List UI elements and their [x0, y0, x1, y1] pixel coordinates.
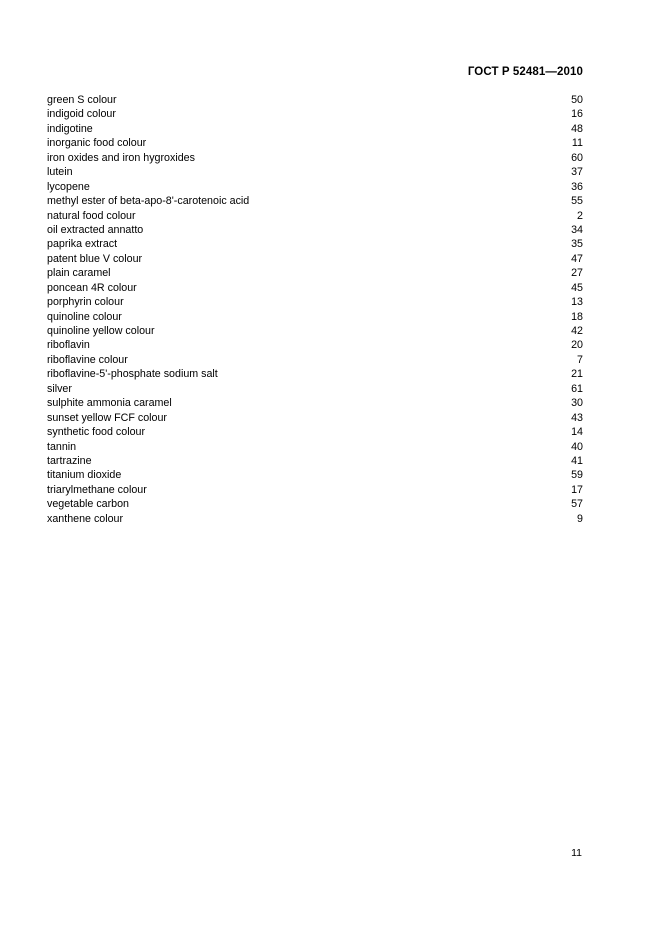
- index-entry: [47, 324, 583, 338]
- index-entry: [47, 136, 583, 150]
- index-term: riboflavine colour: [47, 353, 128, 366]
- index-entry: [47, 310, 583, 324]
- index-entry: [47, 382, 583, 396]
- index-page-ref: 30: [571, 397, 583, 410]
- index-entry: [47, 165, 583, 179]
- index-page-ref: 36: [571, 180, 583, 193]
- index-page-ref: 27: [571, 267, 583, 280]
- index-entry: [47, 425, 583, 439]
- index-term: tannin: [47, 440, 77, 453]
- index-page-ref: 40: [571, 440, 583, 453]
- index-page-ref: 57: [571, 498, 583, 511]
- index-entry: [47, 295, 583, 309]
- index-term: natural food colour: [47, 209, 136, 222]
- index-term: xanthene colour: [47, 512, 124, 525]
- standard-code-header: ГОСТ Р 52481—2010: [467, 66, 583, 78]
- index-entry: [47, 468, 583, 482]
- index-term: iron oxides and iron hygroxides: [47, 151, 195, 164]
- index-page-ref: 37: [571, 166, 583, 179]
- index-entry: [47, 107, 583, 121]
- index-term: patent blue V colour: [47, 252, 143, 265]
- index-page-ref: 55: [571, 195, 583, 208]
- index-term: sunset yellow FCF colour: [47, 411, 167, 424]
- index-term: oil extracted annatto: [47, 223, 144, 236]
- index-entry: [47, 223, 583, 237]
- index-term: tartrazine: [47, 454, 92, 467]
- index-entry: [47, 353, 583, 367]
- index-entry: [47, 411, 583, 425]
- index-entry: [47, 122, 583, 136]
- index-entry: [47, 151, 583, 165]
- index-page-ref: 11: [571, 137, 583, 150]
- index-page-ref: 42: [571, 325, 583, 337]
- index-page-ref: 16: [571, 108, 583, 121]
- index-page-ref: 45: [571, 281, 583, 294]
- index-term: titanium dioxide: [47, 469, 122, 482]
- index-page-ref: 2: [577, 209, 583, 222]
- index-term: green S colour: [47, 94, 117, 106]
- index-page-ref: 48: [571, 122, 583, 135]
- index-term: quinoline yellow colour: [47, 325, 155, 337]
- index-entry: [47, 266, 583, 280]
- index-entry: [47, 483, 583, 497]
- index-page-ref: 18: [571, 310, 583, 323]
- index-term: sulphite ammonia caramel: [47, 397, 172, 410]
- index-term: paprika extract: [47, 238, 118, 251]
- index-page-ref: 21: [571, 368, 583, 381]
- index-entry: [47, 237, 583, 251]
- index-term: quinoline colour: [47, 310, 122, 323]
- index-page-ref: 59: [571, 469, 583, 482]
- index-term: indigoid colour: [47, 108, 116, 121]
- index-term: methyl ester of beta-apo-8'-carotenoic acid: [47, 195, 250, 208]
- index-page-ref: 34: [571, 223, 583, 236]
- index-entry: [47, 338, 583, 352]
- index-page-ref: 60: [571, 151, 583, 164]
- index-term: vegetable carbon: [47, 498, 129, 511]
- index-page-ref: 7: [577, 353, 583, 366]
- index-entry: [47, 93, 583, 107]
- index-entry: [47, 180, 583, 194]
- index-entry: [47, 367, 583, 381]
- index-page-ref: 35: [571, 238, 583, 251]
- page-number: 11: [571, 847, 582, 859]
- index-entry: [47, 209, 583, 223]
- index-entry: [47, 281, 583, 295]
- index-entry: [47, 512, 583, 526]
- index-term: synthetic food colour: [47, 426, 146, 439]
- index-term: poncean 4R colour: [47, 281, 137, 294]
- index-term: indigotine: [47, 122, 93, 135]
- index-entry: [47, 396, 583, 410]
- index-entry: [47, 252, 583, 266]
- index-term: riboflavin: [47, 339, 90, 352]
- index-page-ref: 20: [571, 339, 583, 352]
- index-term: inorganic food colour: [47, 137, 147, 150]
- index-term: silver: [47, 382, 72, 395]
- index-page-ref: 41: [571, 454, 583, 467]
- index-page-ref: 50: [571, 94, 583, 106]
- index-entry: [47, 440, 583, 454]
- index-entry: [47, 497, 583, 511]
- index-term: riboflavine-5'-phosphate sodium salt: [47, 368, 218, 381]
- index-entry: [47, 194, 583, 208]
- alphabetical-term-index: [47, 93, 583, 526]
- index-term: lycopene: [47, 180, 90, 193]
- index-term: plain caramel: [47, 267, 111, 280]
- index-page-ref: 9: [577, 512, 583, 525]
- index-page-ref: 47: [571, 252, 583, 265]
- index-page-ref: 14: [571, 426, 583, 439]
- index-entry: [47, 454, 583, 468]
- index-page-ref: 13: [571, 296, 583, 309]
- index-term: lutein: [47, 166, 73, 179]
- index-term: triarylmethane colour: [47, 483, 147, 496]
- index-page-ref: 43: [571, 411, 583, 424]
- index-page-ref: 61: [571, 382, 583, 395]
- index-term: porphyrin colour: [47, 296, 124, 309]
- index-page-ref: 17: [571, 483, 583, 496]
